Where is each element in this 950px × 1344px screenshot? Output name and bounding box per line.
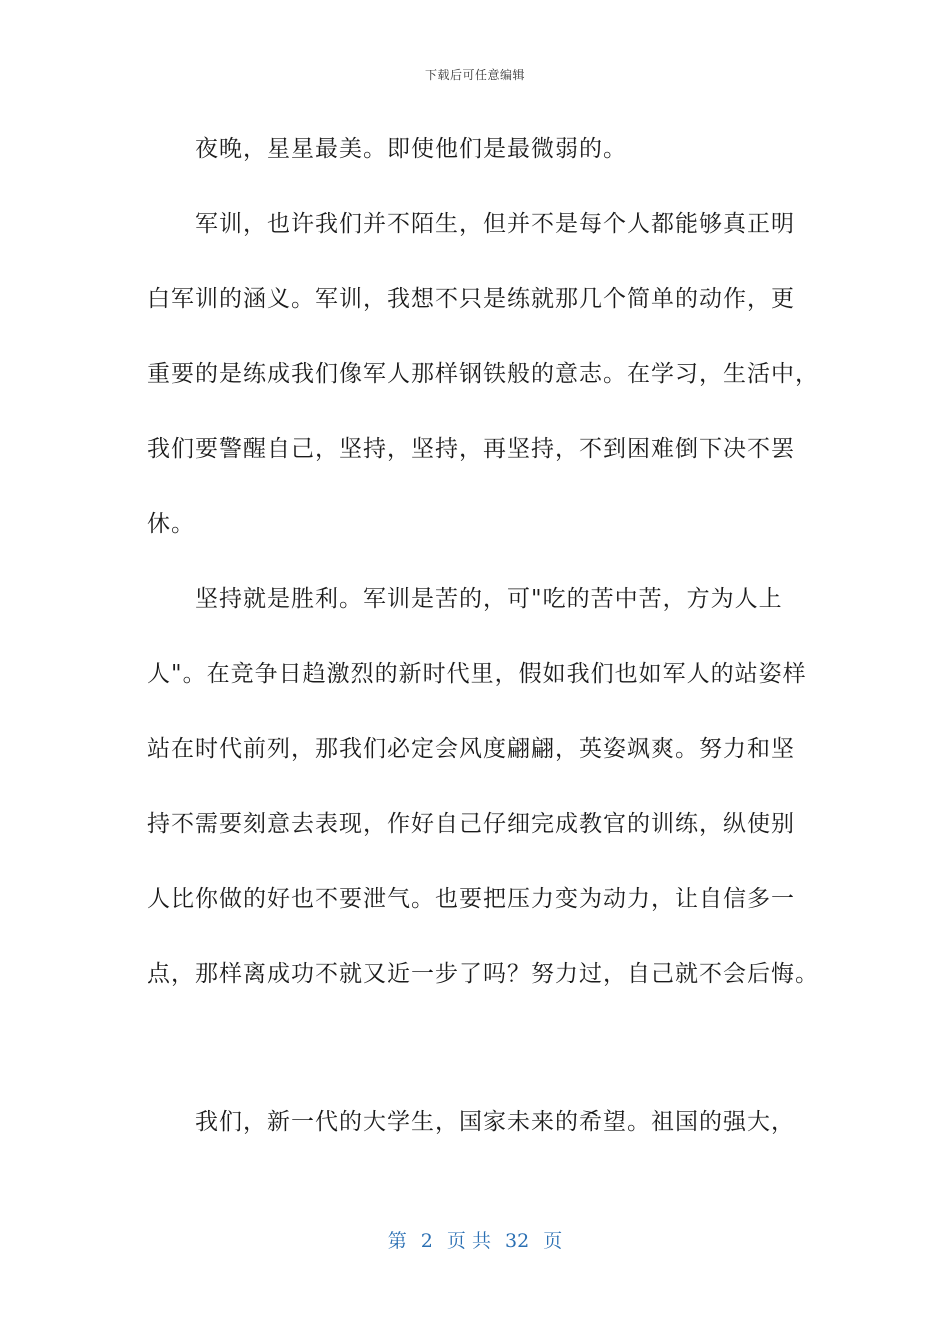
page-number-footer: [0, 1226, 950, 1253]
footer-middle: 页 共: [446, 1230, 491, 1252]
paragraph-line: 持不需要刻意去表现，作好自己仔细完成教官的训练，纵使别: [147, 811, 795, 837]
page-header: 下载后可任意编辑: [424, 68, 525, 82]
paragraph-line: 点，那样离成功不就又近一步了吗？努力过，自己就不会后悔。: [147, 961, 819, 987]
paragraph-line: 重要的是练成我们像军人那样钢铁般的意志。在学习，生活中，: [147, 361, 819, 387]
paragraph-line: 我们，新一代的大学生，国家未来的希望。祖国的强大，: [147, 1109, 795, 1135]
total-page-count: 32: [505, 1230, 530, 1252]
current-page-number: 2: [420, 1230, 433, 1252]
paragraph-line: 坚持就是胜利。军训是苦的，可"吃的苦中苦，方为人上: [147, 586, 783, 612]
paragraph-line: 人"。在竞争日趋激烈的新时代里，假如我们也如军人的站姿样: [147, 661, 807, 687]
paragraph-line: 我们要警醒自己，坚持，坚持，再坚持，不到困难倒下决不罢: [147, 436, 795, 462]
paragraph-line: 站在时代前列，那我们必定会风度翩翩，英姿飒爽。努力和坚: [147, 736, 795, 762]
footer-suffix: 页: [543, 1230, 563, 1252]
paragraph-line: 白军训的涵义。军训，我想不只是练就那几个简单的动作，更: [147, 286, 795, 312]
paragraph-line: 休。: [147, 511, 195, 537]
paragraph-line: 军训，也许我们并不陌生，但并不是每个人都能够真正明: [147, 211, 795, 237]
paragraph-line: 人比你做的好也不要泄气。也要把压力变为动力，让自信多一: [147, 886, 795, 912]
paragraph-line: 夜晚，星星最美。即使他们是最微弱的。: [147, 136, 627, 162]
footer-prefix: 第: [387, 1230, 407, 1252]
